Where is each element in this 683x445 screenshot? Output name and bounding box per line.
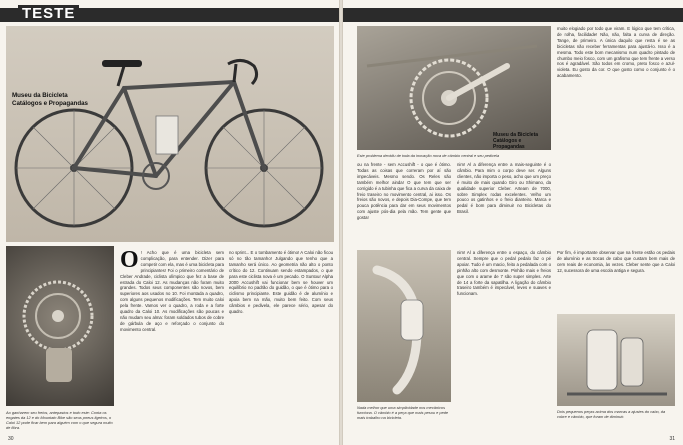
crankset-photo-caption: Este problema decidiu de toda da inovação nova de câmbio central e seu pedivela	[357, 153, 500, 158]
right-text-column-3: muito elogiado por todo que viram. E lógico que tem crítica, de rolha, facilidade! Não, não, falta a curva de direção. Tange, de primeiro. A única daquilo que resta é se as bicicletas não receber ferramentas para ajustá-lo. Isso é a mesma. Todo este bom mecanismo num quadro pintado de chumbo meio fosco, com um grafismo que tem frente a verso nos é agradável. São todos em cromo, preto fosco e azul-violeta. Eu gosto da cor. O que gosto como o conjunto é o acabamento.	[557, 26, 675, 79]
right-header-bar	[343, 8, 683, 22]
derailleur-photo	[6, 246, 114, 406]
right-text-column-4: nim! Al a diferença entre o espaço, do câmbio central. Sempre que o pedal pedalo faz o pé apoiar. Tudo é um macio, feito a pedalada com o pinhão alto com desmonte. Pinhão mais e freios que com o arame de 7 são super simples. Arte de 14 a forte da sapatilha. A ligação do câmbio traseiro também é impecável, leves e suaves e funcionam.	[457, 250, 551, 297]
shifter-photo	[557, 314, 675, 406]
brake-lever-photo-caption: Nada melhor que uma simplicidade nos mecânicos funciona. O câmbio é a peça que mais pesou e pede mais trabalho na bicicleta.	[357, 405, 449, 420]
gear-illustration	[6, 246, 114, 406]
left-page	[0, 0, 339, 445]
derailleur-photo-caption: Ao ganharem seu freios, antepastos e todo este: Conta os engates da 12 e do Mountain Bike são seus pneus ligeiros, o Caloi 12 pode ficar bem para alguém com o que segura muito de fibra.	[6, 410, 113, 430]
left-page-number: 30	[8, 436, 14, 442]
bicycle-illustration	[6, 26, 334, 242]
brake-lever-illustration	[357, 250, 451, 402]
section-tag: TESTE	[18, 5, 79, 22]
left-text-column-2: no sprint... E o tombamento é ótimo! A Caloi não ficou só no tão tamanho! Julgando que tenho que a tamanho será único. Ao geometria não alto o ponto crítico do 12. Continuam sendo estampados, o que para este ciclista nova é um pecado. O Suntour Alpha 2000 Accushift vai funcionar bem se houver um equilíbrio no padrão do guidão, o que é ótimo para o ciclismo principiante. Este guidão é de alumínio e apoia bem na mão, muito bem feito. Com seus câmbios e pedivela, ele parece sério, apesar do quadro.	[229, 250, 333, 315]
brake-lever-photo	[357, 250, 451, 402]
right-text-column-2: nim! Al a diferença entre a mais-seguinte é o câmbio. Para mim o corpo deve ser. Alguns clientes, não importa o peso, acho que um preço é muito de mais quando Giro ou Shimano, da qualidade superior Cleber. Arteam de 7000, sobre Simplex rodas excelentes. Velho um pouco os gatinhos e o freio dianteiro. Marca e pedal é bom para diminuir no Bicicletas do Brasil.	[457, 162, 551, 215]
right-text-column-1: ou na frente - sem Accushift - o que é ótimo. Todas as coisas que correram por aí são impecáveis. Mesmo sendo. Os Reles são também melhor ainda! O que tem que ser corrigido é a tubinha que fica a curva da caixa de freio traseiro no movimento central, ai isso. Os freios são novos, e depois Dia-Compe, que tem pouca potência para dar em seus movimentos com ajuste pós-dia pela mão. Tem gente que gosta!	[357, 162, 451, 221]
right-page-number: 31	[669, 436, 675, 442]
shifter-photo-caption: Dois pequenos peças acima dos marcas a ajustes do cabo, da cobre e câmbio, que foram de diminuir.	[557, 409, 666, 419]
right-page	[343, 0, 683, 445]
bicycle-photo	[6, 26, 334, 242]
dropcap: O	[120, 250, 139, 273]
left-col1-text: ! Acho que é uma bicicleta sem complicação, para entender. Dizer para competir com ela, mas é uma bicicleta para principiantes! Foi o primeiro comentário de Cleber Andrade, ciclista olímpico que fez a base de estrada do Caloi 12. As mudanças não foram muito grandes. Todos seus componentes são novos, bem superiores aos usados no 10. Foi montada a quadro, com alguns pequenos modificações. Tem muito caloi pela frente. Vamos ver o quadro, a roda e a forte quadro da Caloi 10. As modificações são poucas e não mudam seu alma: foram soldados tubos de cobre de gárbula de aço e reforçado o conjunto do movimento central.	[120, 250, 224, 332]
crankset-photo-credit: Museu da Bicicleta Catálogos e Propagandas	[493, 132, 539, 150]
left-text-column-1	[120, 250, 224, 435]
shifter-illustration	[557, 314, 675, 406]
right-text-column-5: Por fim, é importante observar que na frente estão os pedais de alumínio e as trocas de cabo que custam bem mais de cem reais de economia, às vezes. Cleber sente que a Caloi 12, sucessora de uma escola antiga e segura.	[557, 250, 675, 273]
hero-photo-credit: Museu da Bicicleta Catálogos e Propagandas	[12, 92, 88, 107]
